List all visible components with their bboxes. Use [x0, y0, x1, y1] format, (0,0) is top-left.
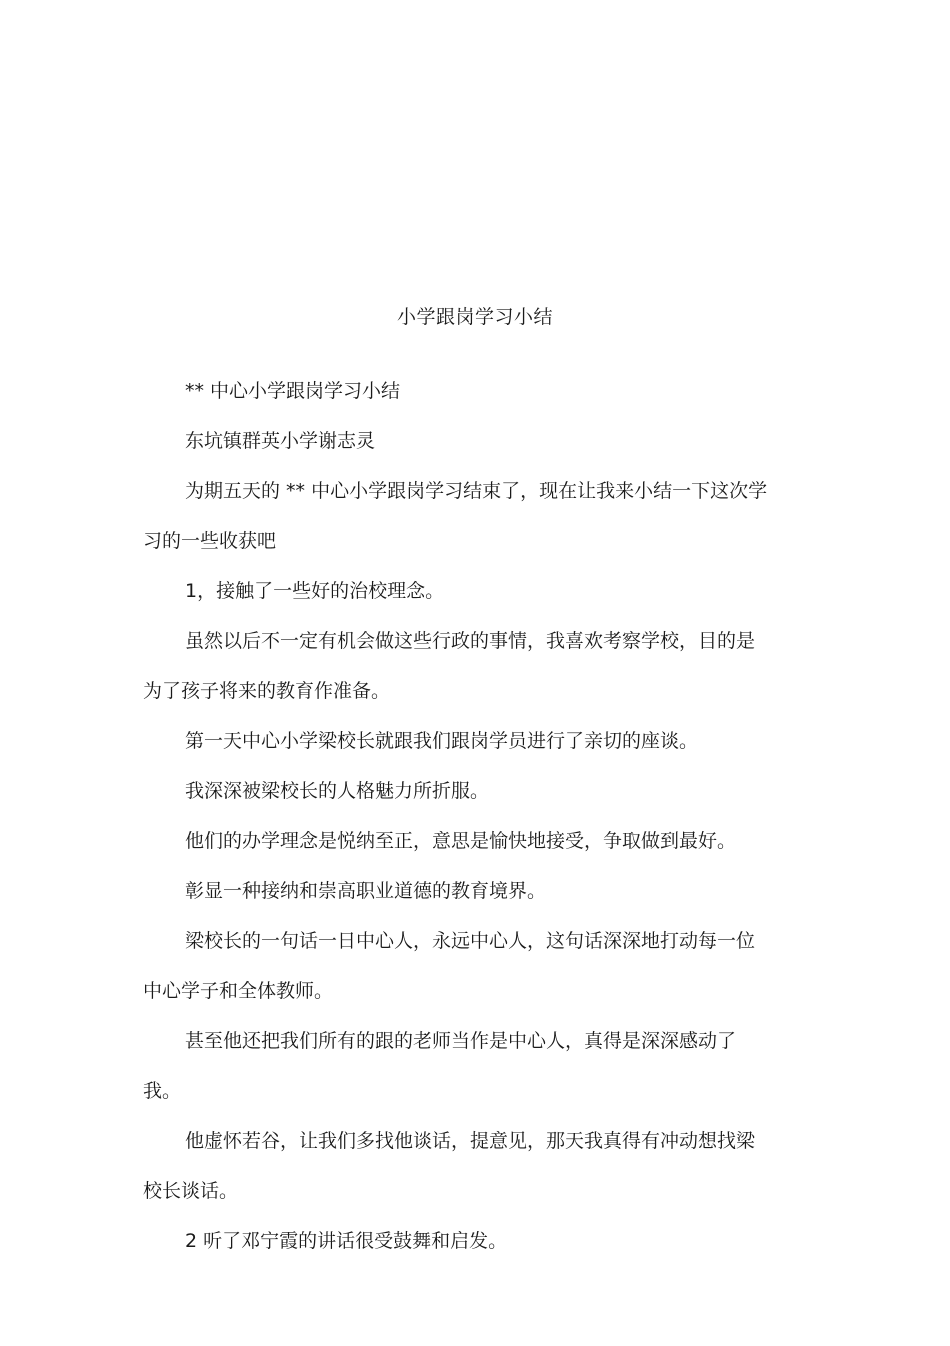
paragraph-point-1: 1，接触了一些好的治校理念。 — [185, 580, 445, 602]
paragraph: 第一天中心小学梁校长就跟我们跟岗学员进行了亲切的座谈。 — [185, 730, 699, 752]
paragraph: 梁校长的一句话一日中心人，永远中心人，这句话深深地打动每一位中心学子和全体教师。 — [143, 930, 756, 1002]
paragraph-heading: ** 中心小学跟岗学习小结 — [185, 380, 401, 402]
paragraph-point-2: 2 听了邓宁霞的讲话很受鼓舞和启发。 — [185, 1230, 508, 1252]
paragraph: 他虚怀若谷，让我们多找他谈话，提意见，那天我真得有冲动想找梁校长谈话。 — [143, 1130, 756, 1202]
paragraph: 彰显一种接纳和崇高职业道德的教育境界。 — [185, 880, 547, 902]
paragraph: 他们的办学理念是悦纳至正，意思是愉快地接受，争取做到最好。 — [185, 830, 737, 852]
paragraph-author: 东坑镇群英小学谢志灵 — [185, 430, 376, 452]
document-title: 小学跟岗学习小结 — [396, 306, 553, 328]
document-body — [143, 366, 773, 1266]
paragraph: 我深深被梁校长的人格魅力所折服。 — [185, 780, 490, 802]
paragraph: 虽然以后不一定有机会做这些行政的事情，我喜欢考察学校，目的是为了孩子将来的教育作准备。 — [143, 630, 756, 702]
paragraph-intro: 为期五天的 ** 中心小学跟岗学习结束了，现在让我来小结一下这次学习的一些收获吧 — [143, 480, 768, 552]
paragraph: 甚至他还把我们所有的跟的老师当作是中心人，真得是深深感动了我。 — [143, 1030, 737, 1102]
